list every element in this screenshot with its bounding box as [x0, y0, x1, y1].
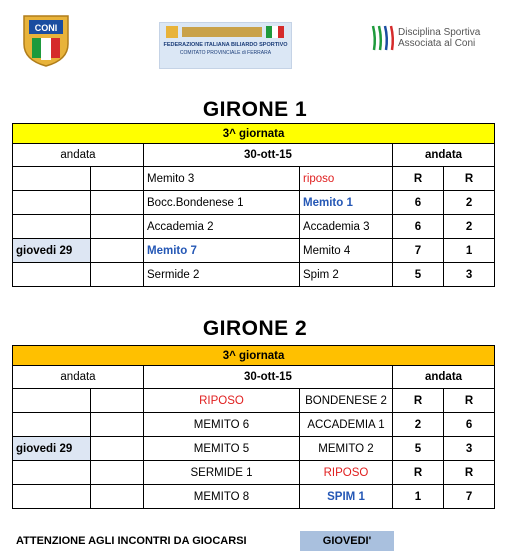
day-cell	[13, 263, 91, 287]
day-cell	[13, 167, 91, 191]
table-row	[13, 263, 495, 287]
table-row	[13, 485, 495, 509]
score-away: 3	[444, 437, 495, 461]
home-team: Sermide 2	[144, 263, 300, 287]
giovedi-badge: GIOVEDI'	[300, 531, 394, 551]
home-team: MEMITO 8	[144, 485, 300, 509]
girone1-table	[12, 123, 495, 287]
away-team: riposo	[300, 167, 393, 191]
home-team: MEMITO 6	[144, 413, 300, 437]
score-home: R	[393, 167, 444, 191]
day-cell	[13, 461, 91, 485]
away-team: Memito 4	[300, 239, 393, 263]
girone1-title: GIRONE 1	[202, 98, 308, 121]
score-away: 7	[444, 485, 495, 509]
girone1-sub-left: andata	[13, 144, 144, 167]
table-row	[13, 239, 495, 263]
svg-text:CONI: CONI	[34, 23, 58, 33]
away-team: RIPOSO	[300, 461, 393, 485]
spacer-cell	[91, 413, 144, 437]
day-cell	[13, 485, 91, 509]
girone1-round-header: 3^ giornata	[13, 124, 495, 144]
table-row	[13, 461, 495, 485]
spacer-cell	[91, 239, 144, 263]
coni-text-line1: Disciplina Sportiva	[398, 27, 481, 38]
score-home: R	[393, 389, 444, 413]
spacer-cell	[91, 263, 144, 287]
girone1-sub-right: andata	[393, 144, 495, 167]
home-team: Bocc.Bondenese 1	[144, 191, 300, 215]
girone2-round-header: 3^ giornata	[13, 346, 495, 366]
away-team: Spim 2	[300, 263, 393, 287]
score-home: 6	[393, 215, 444, 239]
table-row	[13, 215, 495, 239]
fibis-banner-line2: COMITATO PROVINCIALE di FERRARA	[179, 50, 272, 56]
home-team: MEMITO 5	[144, 437, 300, 461]
score-away: 2	[444, 191, 495, 215]
table-row	[13, 389, 495, 413]
score-home: 2	[393, 413, 444, 437]
away-team: ACCADEMIA 1	[300, 413, 393, 437]
score-away: 2	[444, 215, 495, 239]
score-home: 7	[393, 239, 444, 263]
home-team: SERMIDE 1	[144, 461, 300, 485]
footer-notice: ATTENZIONE AGLI INCONTRI DA GIOCARSI	[16, 535, 247, 547]
girone2-sub-right: andata	[393, 366, 495, 389]
fibis-emblem-icon	[160, 23, 291, 41]
girone2-sub-date: 30-ott-15	[144, 366, 393, 389]
coni-text-logo	[398, 27, 480, 49]
score-away: 1	[444, 239, 495, 263]
away-team: SPIM 1	[300, 485, 393, 509]
score-home: 1	[393, 485, 444, 509]
score-home: 6	[393, 191, 444, 215]
away-team: Memito 1	[300, 191, 393, 215]
table-row	[13, 437, 495, 461]
home-team: Memito 3	[144, 167, 300, 191]
spacer-cell	[91, 167, 144, 191]
day-cell: giovedi 29	[13, 437, 91, 461]
score-home: 5	[393, 437, 444, 461]
spacer-cell	[91, 191, 144, 215]
coni-text-line2: Associata al Coni	[398, 38, 476, 49]
score-away: 3	[444, 263, 495, 287]
day-cell	[13, 215, 91, 239]
table-row	[13, 191, 495, 215]
spacer-cell	[91, 389, 144, 413]
fibis-banner-line1: FEDERAZIONE ITALIANA BILIARDO SPORTIVO	[163, 42, 288, 48]
table-row	[13, 167, 495, 191]
girone2-table	[12, 345, 495, 509]
day-cell: giovedi 29	[13, 239, 91, 263]
score-away: R	[444, 389, 495, 413]
girone2-title: GIRONE 2	[202, 317, 308, 340]
score-away: R	[444, 461, 495, 485]
score-home: R	[393, 461, 444, 485]
day-cell	[13, 191, 91, 215]
spacer-cell	[91, 461, 144, 485]
coni-rings-icon	[370, 22, 396, 52]
day-cell	[13, 413, 91, 437]
score-away: 6	[444, 413, 495, 437]
girone1-sub-date: 30-ott-15	[144, 144, 393, 167]
table-row	[13, 413, 495, 437]
score-away: R	[444, 167, 495, 191]
spacer-cell	[91, 437, 144, 461]
coni-shield-logo	[20, 14, 72, 68]
spacer-cell	[91, 485, 144, 509]
girone2-sub-left: andata	[13, 366, 144, 389]
away-team: Accademia 3	[300, 215, 393, 239]
away-team: BONDENESE 2	[300, 389, 393, 413]
home-team: Memito 7	[144, 239, 300, 263]
fibis-banner-logo	[159, 22, 292, 69]
score-home: 5	[393, 263, 444, 287]
home-team: RIPOSO	[144, 389, 300, 413]
away-team: MEMITO 2	[300, 437, 393, 461]
home-team: Accademia 2	[144, 215, 300, 239]
day-cell	[13, 389, 91, 413]
spacer-cell	[91, 215, 144, 239]
